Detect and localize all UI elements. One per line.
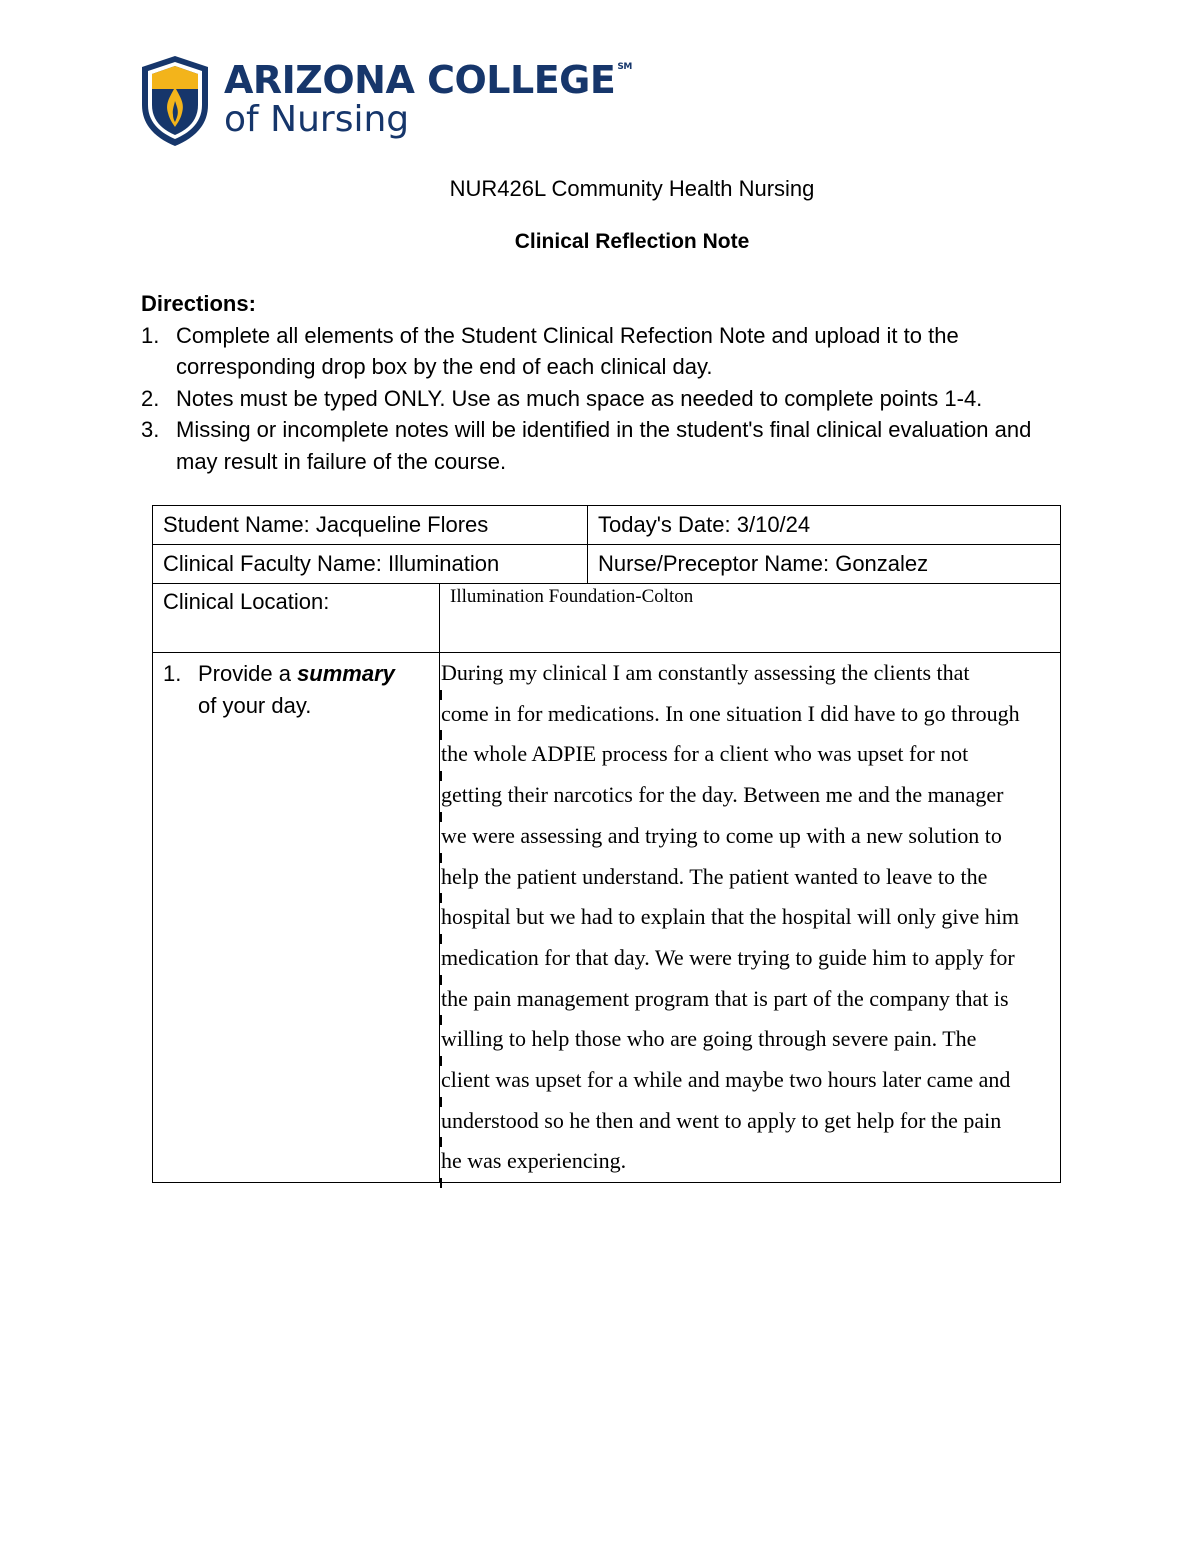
list-number: 2.	[141, 385, 160, 411]
college-logo	[140, 55, 632, 147]
summary-line: willing to help those who are going through severe pain. The	[440, 1019, 1060, 1060]
directions-item-text: Notes must be typed ONLY. Use as much space as needed to complete points 1-4.	[176, 385, 983, 411]
preceptor-name-cell: Nurse/Preceptor Name: Gonzalez	[588, 545, 1061, 584]
summary-line: he was experiencing.	[440, 1141, 1060, 1182]
summary-prompt	[163, 653, 429, 722]
summary-response-cell	[440, 653, 1061, 1183]
table-row	[153, 653, 1061, 1183]
table-row	[153, 584, 1061, 653]
summary-line: the whole ADPIE process for a client who was upset for not	[440, 734, 1060, 775]
document-title: Clinical Reflection Note	[514, 230, 750, 253]
summary-line: understood so he then and went to apply to get help for the pain	[440, 1101, 1060, 1142]
course-title: NUR426L Community Health Nursing	[449, 176, 815, 201]
logo-wordmark-bottom: of Nursing	[224, 99, 410, 140]
clinical-location-label-cell	[153, 584, 440, 653]
table-row	[153, 545, 1061, 584]
shield-flame-icon	[140, 55, 210, 147]
directions-list	[141, 320, 1041, 478]
summary-line: medication for that day. We were trying to guide him to apply for	[440, 938, 1060, 979]
summary-line: we were assessing and trying to come up with a new solution to	[440, 816, 1060, 857]
directions-heading: Directions:	[141, 291, 256, 316]
directions-item-text: Complete all elements of the Student Clinical Refection Note and upload it to the corresponding drop box by the end of each clinical day.	[176, 322, 959, 379]
list-number: 1.	[163, 661, 182, 686]
summary-line: help the patient understand. The patient wanted to leave to the	[440, 857, 1060, 898]
summary-line: During my clinical I am constantly assessing the clients that	[440, 653, 1060, 694]
student-name-cell: Student Name: Jacqueline Flores	[153, 506, 588, 545]
summary-line: getting their narcotics for the day. Between me and the manager	[440, 775, 1060, 816]
summary-prompt-text-after: of your day.	[198, 693, 312, 718]
summary-line: client was upset for a while and maybe two hours later came and	[440, 1060, 1060, 1101]
directions-item-text: Missing or incomplete notes will be identified in the student's final clinical evaluation and may result in failure of the course.	[176, 417, 1032, 474]
directions-item	[141, 414, 1041, 477]
table-row	[153, 506, 1061, 545]
summary-prompt-text-before: Provide a	[198, 661, 298, 686]
logo-wordmark-top: ARIZONA COLLEGE ℠	[224, 58, 632, 102]
summary-prompt-emphasis: summary	[297, 661, 395, 686]
directions-item	[141, 383, 1041, 415]
directions-item	[141, 320, 1041, 383]
clinical-location-value: Illumination Foundation-Colton	[450, 586, 694, 607]
todays-date-cell: Today's Date: 3/10/24	[588, 506, 1061, 545]
faculty-name-cell: Clinical Faculty Name: Illumination	[153, 545, 588, 584]
summary-line: hospital but we had to explain that the hospital will only give him	[440, 897, 1060, 938]
clinical-location-label: Clinical Location:	[163, 589, 330, 614]
summary-line: the pain management program that is part of the company that is	[440, 979, 1060, 1020]
directions-section	[141, 288, 1041, 477]
reflection-note-table	[152, 505, 1061, 1183]
list-number: 1.	[141, 322, 160, 348]
clinical-location-value-cell	[440, 584, 1061, 653]
summary-prompt-cell	[153, 653, 440, 1183]
list-number: 3.	[141, 417, 160, 442]
summary-line: come in for medications. In one situation I did have to go through	[440, 694, 1060, 735]
